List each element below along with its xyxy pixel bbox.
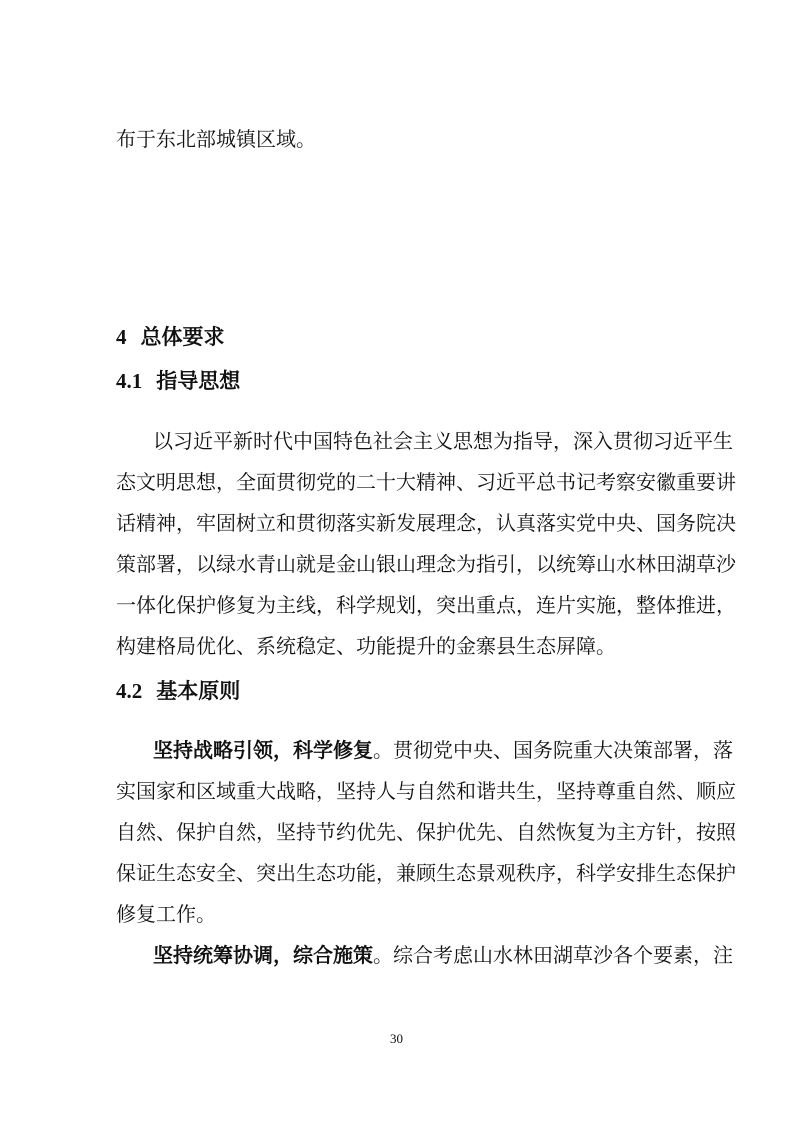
paragraph-line: 保证生态安全、突出生态功能，兼顾生态景观秩序，科学安排生态保护 (116, 861, 736, 885)
paragraph-line: 修复工作。 (116, 902, 216, 926)
section-title: 指导思想 (156, 369, 241, 393)
principle-2-first-line (153, 940, 733, 970)
section-number: 4.2 (116, 679, 143, 703)
paragraph-line: 态文明思想，全面贯彻党的二十大精神、习近平总书记考察安徽重要讲 (116, 470, 736, 494)
principle-1-text: 。贯彻党中央、国务院重大决策部署，落 (373, 738, 733, 762)
paragraph-line: 一体化保护修复为主线，科学规划，突出重点，连片实施，整体推进， (116, 593, 736, 617)
paragraph-line: 实国家和区域重大战略，坚持人与自然和谐共生，坚持尊重自然、顺应 (116, 779, 736, 803)
section-title: 基本原则 (156, 679, 241, 703)
paragraph-line: 布于东北部城镇区域。 (116, 127, 316, 151)
paragraph-line: 策部署，以绿水青山就是金山银山理念为指引，以统筹山水林田湖草沙 (116, 552, 736, 576)
principle-2-text: 。综合考虑山水林田湖草沙各个要素，注 (373, 943, 733, 967)
page-number: 30 (390, 1031, 403, 1046)
section-heading-4 (116, 322, 225, 352)
principle-2-bold-lead: 坚持统筹协调，综合施策 (153, 943, 373, 967)
section-title: 总体要求 (140, 325, 225, 349)
paragraph-line: 话精神，牢固树立和贯彻落实新发展理念，认真落实党中央、国务院决 (116, 511, 736, 535)
section-number: 4.1 (116, 369, 143, 393)
paragraph-line: 构建格局优化、系统稳定、功能提升的金寨县生态屏障。 (116, 634, 616, 658)
principle-1-first-line (153, 735, 733, 765)
principle-1-bold-lead: 坚持战略引领，科学修复 (153, 738, 373, 762)
paragraph-line: 以习近平新时代中国特色社会主义思想为指导，深入贯彻习近平生 (153, 429, 733, 453)
section-number: 4 (116, 325, 127, 349)
section-heading-4-1 (116, 366, 240, 396)
section-heading-4-2 (116, 676, 240, 706)
paragraph-line: 自然、保护自然，坚持节约优先、保护优先、自然恢复为主方针，按照 (116, 820, 736, 844)
